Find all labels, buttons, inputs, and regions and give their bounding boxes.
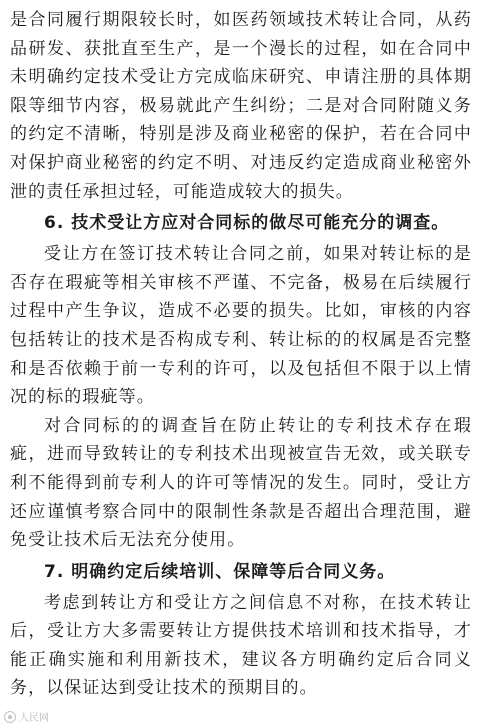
section-6-paragraph-1: 受让方在签订技术转让合同之前，如果对转让标的是否存在瑕疵等相关审核不严谨、不完备，极易在后续履行过程中产生争议，造成不必要的损失。比如，审核的内容包括转让的技术是否构成专利、转让标的的权属是否完整和是否依赖于前一专利的许可，以及包括但不限于以上情况的标的瑕疵等。 <box>10 244 472 408</box>
watermark-text: 人民网 <box>19 713 49 724</box>
camera-icon <box>4 711 16 723</box>
article-body <box>10 6 472 703</box>
watermark <box>4 709 49 724</box>
section-6-paragraph-2: 对合同标的的调查旨在防止转让的专利技术存在瑕疵，进而导致转让的专利技术出现被宣告无效，或关联专利不能得到前专利人的许可等情况的发生。同时，受让方还应谨慎考察合同中的限制性条款是否超出合理范围，避免受让技术后无法充分使用。 <box>10 415 472 551</box>
intro-paragraph: 是合同履行期限较长时，如医药领域技术转让合同，从药品研发、获批直至生产，是一个漫长的过程，如在合同中未明确约定技术受让方完成临床研究、申请注册的具体期限等细节内容，极易就此产生纠纷；二是对合同附随义务的约定不清晰，特别是涉及商业秘密的保护，若在合同中对保护商业秘密的约定不明、对违反约定造成商业秘密外泄的责任承担过轻，可能造成较大的损失。 <box>10 10 472 202</box>
section-7-paragraph-1: 考虑到转让方和受让方之间信息不对称，在技术转让后，受让方大多需要转让方提供技术培训和技术指导，才能正确实施和利用新技术，建议各方明确约定后合同义务，以保证达到受让技术的预期目的。 <box>10 592 472 699</box>
section-heading-7: 7. 明确约定后续培训、保障等后合同义务。 <box>44 561 396 582</box>
section-heading-6: 6. 技术受让方应对合同标的做尽可能充分的调查。 <box>44 213 450 234</box>
